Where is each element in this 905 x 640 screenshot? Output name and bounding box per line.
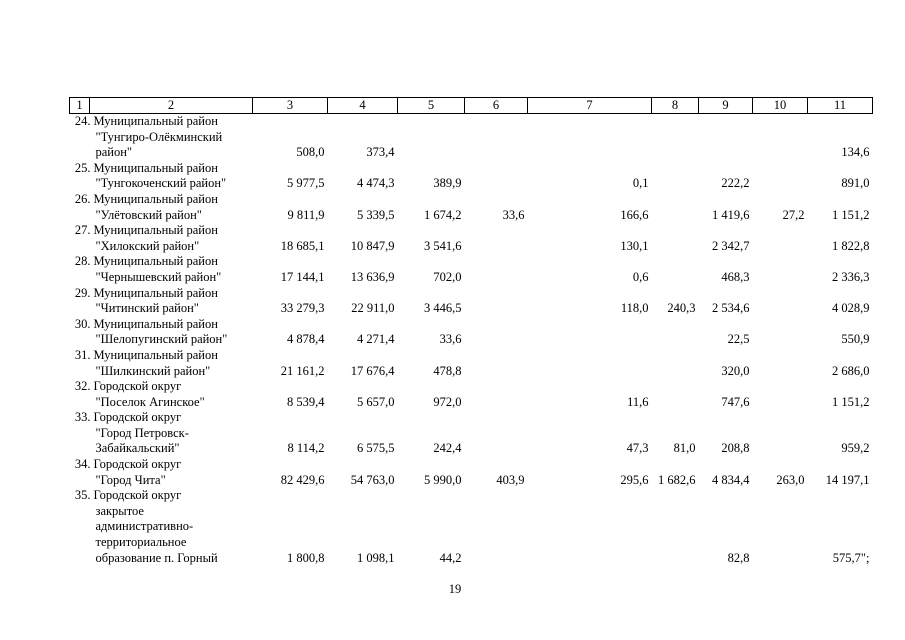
row-number: 34. bbox=[74, 457, 91, 472]
district-name-line: Муниципальный район bbox=[93, 347, 218, 362]
value-cell-col-10: 27,2 bbox=[782, 207, 805, 222]
table-row bbox=[70, 410, 873, 457]
value-cell-col-3: 17 144,1 bbox=[280, 269, 325, 284]
value-cell-col-7: 118,0 bbox=[620, 301, 649, 316]
district-name-cell bbox=[70, 192, 253, 223]
value-cell-col-9: 2 342,7 bbox=[712, 238, 750, 253]
district-name-line: Муниципальный район bbox=[93, 160, 218, 175]
column-header-2: 2 bbox=[90, 98, 253, 114]
value-cell-col-10 bbox=[753, 379, 808, 410]
value-cell-col-9: 1 419,6 bbox=[712, 207, 750, 222]
value-cell-col-5: 1 674,2 bbox=[424, 207, 462, 222]
value-cell-col-3: 508,0 bbox=[296, 145, 325, 160]
district-name-line: "Чернышевский район" bbox=[95, 269, 222, 284]
district-name-line: "Хилокский район" bbox=[95, 238, 200, 253]
district-name-cell bbox=[70, 114, 253, 161]
district-name-line: Муниципальный район bbox=[93, 316, 218, 331]
value-cell-col-5: 33,6 bbox=[439, 332, 462, 347]
value-cell-col-11: 959,2 bbox=[841, 441, 870, 456]
district-name-cell bbox=[70, 410, 253, 457]
value-cell-col-9: 22,5 bbox=[727, 332, 750, 347]
district-name-line: Муниципальный район bbox=[93, 223, 218, 238]
value-cell-col-7: 166,6 bbox=[620, 207, 649, 222]
value-cell-col-7: 11,6 bbox=[627, 394, 649, 409]
value-cell-col-10 bbox=[753, 114, 808, 161]
value-cell-col-5 bbox=[398, 114, 465, 161]
row-number: 26. bbox=[74, 191, 91, 206]
district-name-cell bbox=[70, 379, 253, 410]
value-cell-col-3: 82 429,6 bbox=[280, 472, 325, 487]
row-number: 25. bbox=[74, 160, 91, 175]
value-cell-col-7 bbox=[528, 114, 652, 161]
value-cell-col-6 bbox=[465, 161, 528, 192]
value-cell-col-5: 44,2 bbox=[439, 550, 462, 565]
value-cell-col-9: 4 834,4 bbox=[712, 472, 750, 487]
table-row bbox=[70, 317, 873, 348]
value-cell-col-8: 81,0 bbox=[673, 441, 696, 456]
value-cell-col-10 bbox=[753, 161, 808, 192]
column-header-8: 8 bbox=[652, 98, 699, 114]
value-cell-col-4: 17 676,4 bbox=[350, 363, 395, 378]
value-cell-col-7 bbox=[528, 317, 652, 348]
value-cell-col-10 bbox=[753, 410, 808, 457]
value-cell-col-10 bbox=[753, 317, 808, 348]
value-cell-col-6: 403,9 bbox=[496, 472, 525, 487]
table-row bbox=[70, 254, 873, 285]
district-name-line: Городской округ bbox=[93, 457, 182, 472]
value-cell-col-5: 5 990,0 bbox=[424, 472, 462, 487]
value-cell-col-3: 8 539,4 bbox=[287, 394, 325, 409]
value-cell-col-10: 263,0 bbox=[776, 472, 805, 487]
district-name-line: образование п. Горный bbox=[95, 550, 218, 565]
district-name-line: Городской округ bbox=[93, 410, 182, 425]
district-name-line: Муниципальный район bbox=[93, 285, 218, 300]
column-header-5: 5 bbox=[398, 98, 465, 114]
value-cell-col-11: 1 822,8 bbox=[832, 238, 870, 253]
value-cell-col-5: 972,0 bbox=[433, 394, 462, 409]
table-row bbox=[70, 488, 873, 566]
value-cell-col-6 bbox=[465, 317, 528, 348]
value-cell-col-6 bbox=[465, 223, 528, 254]
value-cell-col-7: 0,1 bbox=[632, 176, 649, 191]
value-cell-col-11: 550,9 bbox=[841, 332, 870, 347]
row-number: 33. bbox=[74, 410, 91, 425]
district-name-cell bbox=[70, 457, 253, 488]
value-cell-col-3: 8 114,2 bbox=[287, 441, 325, 456]
column-header-11: 11 bbox=[808, 98, 873, 114]
value-cell-col-6 bbox=[465, 254, 528, 285]
table-row bbox=[70, 379, 873, 410]
district-name-line: район" bbox=[95, 145, 133, 160]
table-row bbox=[70, 161, 873, 192]
value-cell-col-7 bbox=[528, 488, 652, 566]
value-cell-col-9: 208,8 bbox=[721, 441, 750, 456]
value-cell-col-3: 1 800,8 bbox=[287, 550, 325, 565]
value-cell-col-4: 5 339,5 bbox=[357, 207, 395, 222]
district-name-line: Городской округ bbox=[93, 488, 182, 503]
value-cell-col-4: 4 474,3 bbox=[357, 176, 395, 191]
value-cell-col-10 bbox=[753, 286, 808, 317]
district-name-line: территориальное bbox=[95, 535, 187, 550]
district-name-line: Муниципальный район bbox=[93, 191, 218, 206]
page-number: 19 bbox=[448, 582, 462, 596]
value-cell-col-9 bbox=[699, 114, 753, 161]
value-cell-col-11: 134,6 bbox=[841, 145, 870, 160]
value-cell-col-5: 478,8 bbox=[433, 363, 462, 378]
district-name-cell bbox=[70, 254, 253, 285]
value-cell-col-8 bbox=[652, 114, 699, 161]
row-number: 31. bbox=[74, 347, 91, 362]
district-name-line: закрытое bbox=[95, 503, 144, 518]
district-name-line: "Тунгиро-Олёкминский bbox=[95, 129, 223, 144]
district-name-line: Городской округ bbox=[93, 379, 182, 394]
value-cell-col-7: 0,6 bbox=[632, 269, 649, 284]
table-row bbox=[70, 286, 873, 317]
value-cell-col-6 bbox=[465, 114, 528, 161]
value-cell-col-4: 4 271,4 bbox=[357, 332, 395, 347]
value-cell-col-9: 82,8 bbox=[727, 550, 750, 565]
value-cell-col-4: 1 098,1 bbox=[357, 550, 395, 565]
value-cell-col-9: 747,6 bbox=[721, 394, 750, 409]
value-cell-col-4: 54 763,0 bbox=[350, 472, 395, 487]
value-cell-col-11: 2 336,3 bbox=[832, 269, 870, 284]
value-cell-col-8 bbox=[652, 488, 699, 566]
row-number: 28. bbox=[74, 254, 91, 269]
table-row bbox=[70, 114, 873, 161]
district-name-line: "Поселок Агинское" bbox=[95, 394, 205, 409]
value-cell-col-10 bbox=[753, 223, 808, 254]
district-name-line: Забайкальский" bbox=[95, 441, 180, 456]
value-cell-col-7 bbox=[528, 348, 652, 379]
value-cell-col-10 bbox=[753, 348, 808, 379]
district-name-line: "Тунгокоченский район" bbox=[95, 176, 227, 191]
value-cell-col-11: 575,7"; bbox=[832, 550, 870, 565]
row-number: 24. bbox=[74, 114, 91, 128]
value-cell-col-5: 389,9 bbox=[433, 176, 462, 191]
value-cell-col-3: 18 685,1 bbox=[280, 238, 325, 253]
value-cell-col-5: 702,0 bbox=[433, 269, 462, 284]
value-cell-col-8 bbox=[652, 223, 699, 254]
budget-table bbox=[69, 97, 873, 566]
value-cell-col-11: 2 686,0 bbox=[832, 363, 870, 378]
table-row bbox=[70, 192, 873, 223]
value-cell-col-9: 2 534,6 bbox=[712, 301, 750, 316]
value-cell-col-5: 3 446,5 bbox=[424, 301, 462, 316]
value-cell-col-9: 222,2 bbox=[721, 176, 750, 191]
value-cell-col-9: 468,3 bbox=[721, 269, 750, 284]
value-cell-col-11: 4 028,9 bbox=[832, 301, 870, 316]
value-cell-col-5: 3 541,6 bbox=[424, 238, 462, 253]
value-cell-col-8 bbox=[652, 161, 699, 192]
value-cell-col-4: 13 636,9 bbox=[350, 269, 395, 284]
column-header-1: 1 bbox=[70, 98, 90, 114]
value-cell-col-8 bbox=[652, 254, 699, 285]
value-cell-col-10 bbox=[753, 488, 808, 566]
value-cell-col-10 bbox=[753, 254, 808, 285]
value-cell-col-6 bbox=[465, 348, 528, 379]
value-cell-col-4: 10 847,9 bbox=[350, 238, 395, 253]
table-row bbox=[70, 223, 873, 254]
column-header-10: 10 bbox=[753, 98, 808, 114]
header-row bbox=[70, 98, 873, 114]
value-cell-col-3: 4 878,4 bbox=[287, 332, 325, 347]
value-cell-col-6 bbox=[465, 286, 528, 317]
district-name-line: "Читинский район" bbox=[95, 301, 199, 316]
value-cell-col-3: 21 161,2 bbox=[280, 363, 325, 378]
column-header-4: 4 bbox=[328, 98, 398, 114]
value-cell-col-6 bbox=[465, 379, 528, 410]
district-name-line: Муниципальный район bbox=[93, 254, 218, 269]
row-number: 32. bbox=[74, 379, 91, 394]
column-header-9: 9 bbox=[699, 98, 753, 114]
table-row bbox=[70, 457, 873, 488]
value-cell-col-7: 295,6 bbox=[620, 472, 649, 487]
district-name-cell bbox=[70, 488, 253, 566]
district-name-cell bbox=[70, 223, 253, 254]
value-cell-col-4: 22 911,0 bbox=[351, 301, 395, 316]
value-cell-col-11: 1 151,2 bbox=[832, 394, 870, 409]
value-cell-col-6: 33,6 bbox=[502, 207, 525, 222]
value-cell-col-11: 14 197,1 bbox=[825, 472, 870, 487]
table-body bbox=[70, 114, 873, 567]
value-cell-col-4: 5 657,0 bbox=[357, 394, 395, 409]
value-cell-col-6 bbox=[465, 410, 528, 457]
row-number: 35. bbox=[74, 488, 91, 503]
value-cell-col-8 bbox=[652, 317, 699, 348]
district-name-line: "Город Чита" bbox=[95, 472, 166, 487]
column-header-6: 6 bbox=[465, 98, 528, 114]
value-cell-col-4: 373,4 bbox=[366, 145, 395, 160]
value-cell-col-3: 5 977,5 bbox=[287, 176, 325, 191]
row-number: 29. bbox=[74, 285, 91, 300]
district-name-line: "Улётовский район" bbox=[95, 207, 202, 222]
value-cell-col-8 bbox=[652, 192, 699, 223]
column-header-7: 7 bbox=[528, 98, 652, 114]
table-row bbox=[70, 348, 873, 379]
district-name-line: административно- bbox=[95, 519, 194, 534]
row-number: 30. bbox=[74, 316, 91, 331]
value-cell-col-8: 240,3 bbox=[667, 301, 696, 316]
district-name-line: "Город Петровск- bbox=[95, 425, 189, 440]
value-cell-col-11: 891,0 bbox=[841, 176, 870, 191]
value-cell-col-8 bbox=[652, 379, 699, 410]
district-name-line: "Шилкинский район" bbox=[95, 363, 211, 378]
row-number: 27. bbox=[74, 223, 91, 238]
value-cell-col-3: 9 811,9 bbox=[287, 207, 325, 222]
district-name-cell bbox=[70, 317, 253, 348]
value-cell-col-9: 320,0 bbox=[721, 363, 750, 378]
value-cell-col-5: 242,4 bbox=[433, 441, 462, 456]
column-header-3: 3 bbox=[253, 98, 328, 114]
value-cell-col-8 bbox=[652, 348, 699, 379]
district-name-cell bbox=[70, 348, 253, 379]
value-cell-col-8: 1 682,6 bbox=[658, 472, 696, 487]
district-name-cell bbox=[70, 286, 253, 317]
value-cell-col-4: 6 575,5 bbox=[357, 441, 395, 456]
value-cell-col-3: 33 279,3 bbox=[280, 301, 325, 316]
district-name-cell bbox=[70, 161, 253, 192]
district-name-line: Муниципальный район bbox=[93, 114, 218, 128]
value-cell-col-6 bbox=[465, 488, 528, 566]
value-cell-col-7: 47,3 bbox=[626, 441, 649, 456]
value-cell-col-7: 130,1 bbox=[620, 238, 649, 253]
value-cell-col-11: 1 151,2 bbox=[832, 207, 870, 222]
district-name-line: "Шелопугинский район" bbox=[95, 332, 228, 347]
